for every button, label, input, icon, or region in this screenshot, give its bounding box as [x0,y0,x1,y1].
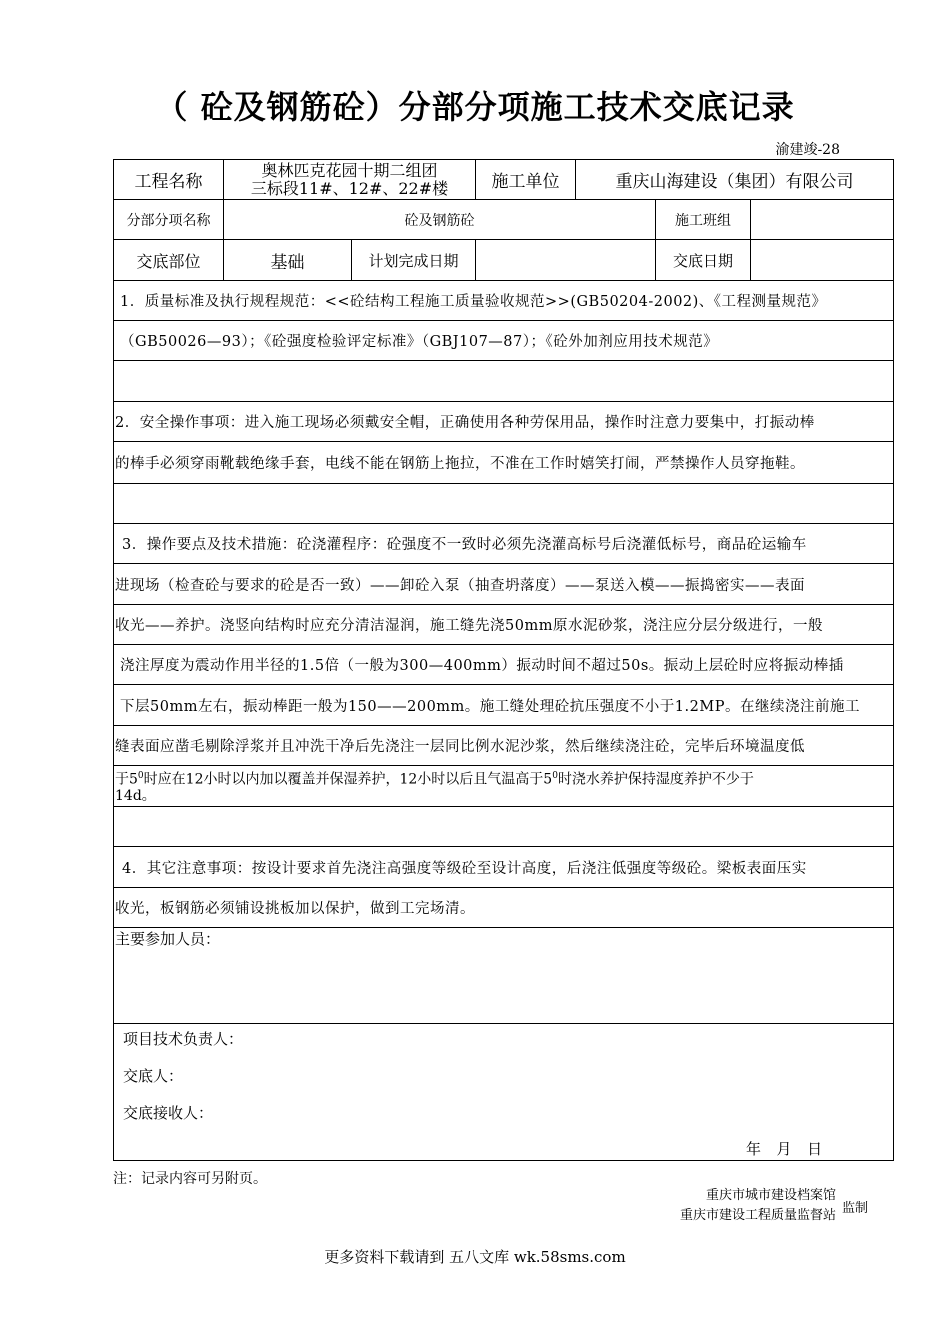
degree-superscript: 0 [137,771,144,782]
section3-line2: 进现场（检查砼与要求的砼是否一致）——卸砼入泵（抽查坍落度）——泵送入模——振捣密实——表面 [114,564,894,605]
team-label: 施工班组 [656,200,751,240]
project-name-line2: 三标段11#、12#、22#楼 [250,178,449,198]
disclosure-date-label: 交底日期 [656,240,751,281]
project-name-line1: 奥林匹克花园十期二组团 [261,160,438,180]
form-number: 渝建竣-28 [775,142,840,158]
issuer-supervision: 重庆市建设工程质量监督站 [679,1208,836,1223]
builder-label: 施工单位 [476,160,576,200]
blank-row [114,807,894,847]
item-name-label: 分部分项名称 [114,200,224,240]
section2-line2: 的棒手必须穿雨靴载绝缘手套，电线不能在钢筋上拖拉，不准在工作时嬉笑打闹，严禁操作人员穿拖鞋。 [114,442,894,484]
team-value [751,200,894,240]
issuer-block [640,1186,836,1226]
blank-row [114,361,894,402]
item-name-value: 砼及钢筋砼 [224,200,656,240]
signature-date: 年 月 日 [746,1140,825,1158]
disclosure-part-label: 交底部位 [114,240,224,281]
footer-download-text: 更多资料下载请到 五八文库 wk.58sms.com [324,1248,626,1266]
section3-line7 [114,766,894,807]
participants-cell [114,928,894,1024]
degree-superscript: 0 [552,771,558,782]
issuer-suffix: 监制 [842,1201,869,1216]
section3-line4: 浇注厚度为震动作用半径的1.5倍（一般为300—400mm）振动时间不超过50s。振动上层砼时应将振动棒插 [114,645,894,685]
section3-line8: 14d。 [115,787,156,804]
receiver-signature-label: 交底接收人： [123,1104,214,1122]
builder-value: 重庆山海建设（集团）有限公司 [576,160,894,200]
disclosure-date-value [751,240,894,281]
note-text: 注：记录内容可另附页。 [113,1171,267,1187]
table-row [114,240,894,281]
table-row [114,200,894,240]
s3-l7-part-a: 于5 [115,771,138,788]
blank-row [114,484,894,524]
participants-label: 主要参加人员： [115,930,221,948]
plan-date-value [476,240,656,281]
plan-date-label: 计划完成日期 [352,240,476,281]
signature-cell [114,1024,894,1161]
table-row [114,160,894,200]
project-name-label: 工程名称 [114,160,224,200]
section1-line1: 1．质量标准及执行规程规范：<<砼结构工程施工质量验收规范>>(GB50204-2002)、《工程测量规范》 [114,281,894,321]
s3-l7-part-c: 时浇水养护保持湿度养护不少于 [557,771,754,788]
document-title: （ 砼及钢筋砼）分部分项施工技术交底记录 [155,88,795,126]
section1-line2: （GB50026—93）；《砼强度检验评定标准》（GBJ107—87）；《砼外加剂应用技术规范》 [114,321,894,361]
disclosure-part-value: 基础 [224,240,352,281]
section3-line6: 缝表面应凿毛剔除浮浆并且冲洗干净后先浇注一层同比例水泥沙浆，然后继续浇注砼，完毕后环境温度低 [114,726,894,766]
section3-line1: 3．操作要点及技术措施：砼浇灌程序：砼强度不一致时必须先浇灌高标号后浇灌低标号，商品砼运输车 [114,524,894,564]
disclosure-record-table [113,159,894,1161]
section3-line3: 收光——养护。浇竖向结构时应充分清洁湿润，施工缝先浇50mm原水泥砂浆，浇注应分层分级进行，一般 [114,605,894,645]
s3-l7-part-b: 时应在12小时以内加以覆盖并保湿养护，12小时以后且气温高于5 [143,771,553,788]
project-name-value [224,160,476,200]
tech-lead-signature-label: 项目技术负责人： [123,1030,244,1048]
section3-line5: 下层50mm左右，振动棒距一般为150——200mm。施工缝处理砼抗压强度不小于1.2MP。在继续浇注前施工 [114,685,894,726]
section4-line2: 收光，板钢筋必须铺设挑板加以保护，做到工完场清。 [114,888,894,928]
discloser-signature-label: 交底人： [123,1067,184,1085]
section4-line1: 4．其它注意事项：按设计要求首先浇注高强度等级砼至设计高度，后浇注低强度等级砼。梁板表面压实 [114,847,894,888]
section2-line1: 2．安全操作事项：进入施工现场必须戴安全帽，正确使用各种劳保用品，操作时注意力要集中，打振动棒 [114,402,894,442]
issuer-archive: 重庆市城市建设档案馆 [705,1188,836,1203]
